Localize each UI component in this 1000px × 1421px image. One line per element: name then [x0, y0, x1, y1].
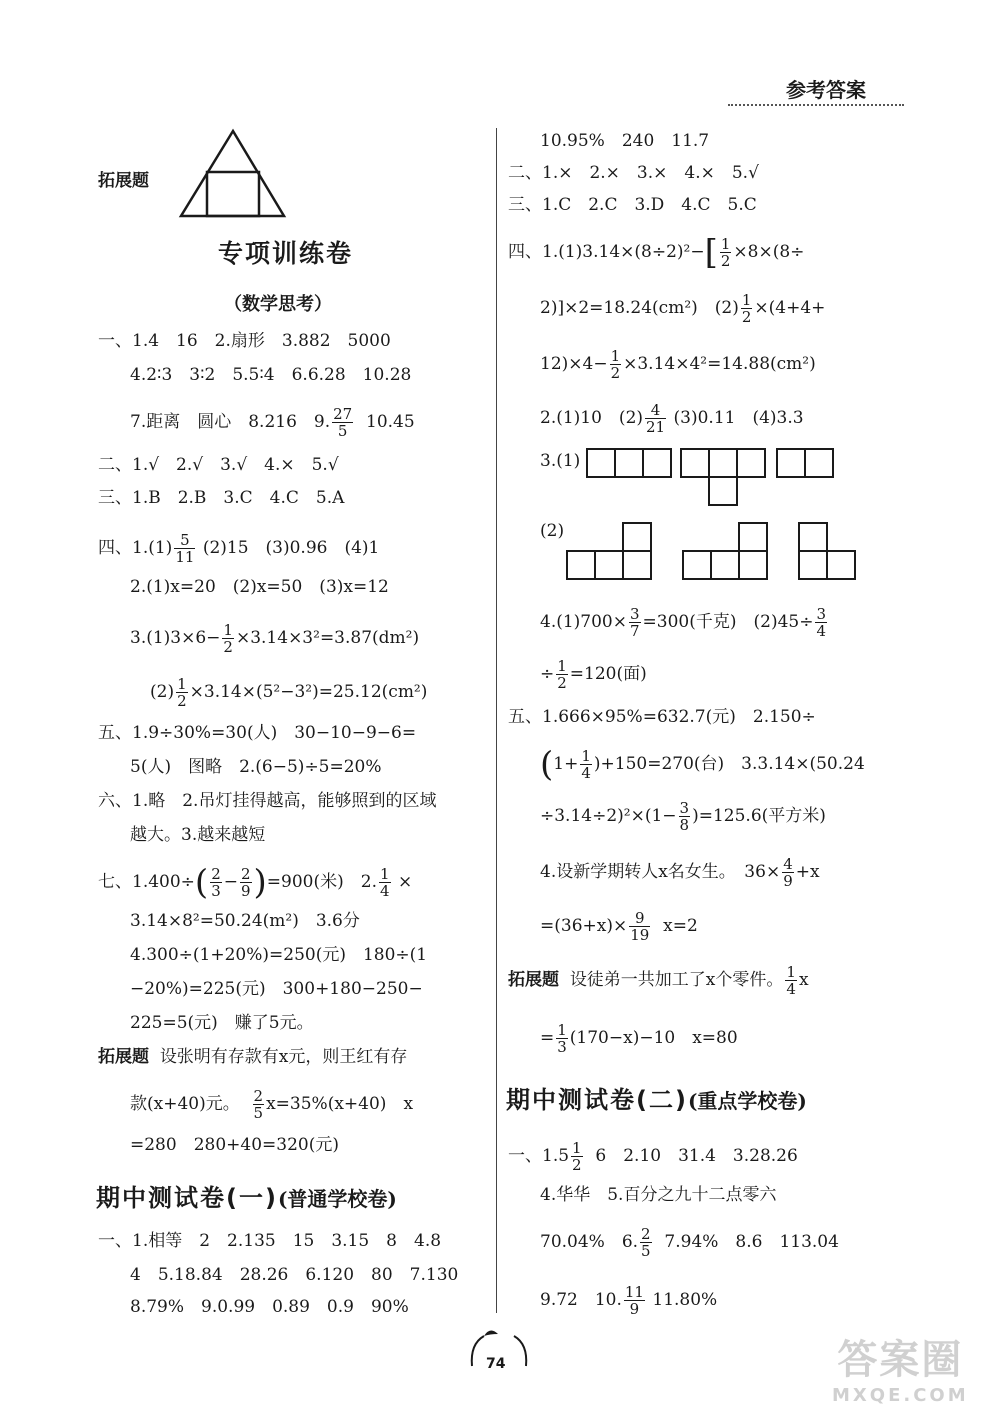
- answer-line: 拓展题 设张明有存款有x元，则王红有存: [98, 1047, 408, 1067]
- column-divider: [496, 128, 497, 1313]
- answer-line: 二、1.√ 2.√ 3.√ 4.× 5.√: [98, 455, 339, 475]
- header-divider: [728, 104, 904, 106]
- answer-line: 二、1.× 2.× 3.× 4.× 5.√: [508, 163, 759, 183]
- extension-label: 拓展题: [98, 171, 149, 191]
- watermark-text: 答案圈: [837, 1337, 964, 1383]
- answer-line: = $\frac{1}{3}$ (170−x)−10 x=80: [540, 1021, 738, 1056]
- answer-line: 3.(1)3×6− $\frac{1}{2}$ ×3.14×3²=3.87(dm²): [130, 621, 420, 656]
- answer-line: 12)×4− $\frac{1}{2}$ ×3.14×4²=14.88(cm²): [540, 347, 816, 382]
- answer-line: 4.设新学期转人x名女生。 36× $\frac{4}{9}$ +x: [540, 855, 820, 890]
- answer-line: −20%)=225(元) 300+180−250−: [130, 979, 423, 999]
- answer-line: 2)]×2=18.24(cm²) (2) $\frac{1}{2}$ ×(4+4+: [540, 291, 826, 326]
- answer-line: 七、1.400÷( $\frac{2}{3}$ − $\frac{2}{9}$ )=900(米) 2. $\frac{1}{4}$ ×: [98, 862, 413, 903]
- answer-line: 70.04% 6. $\frac{2}{5}$ 7.94% 8.6 113.04: [540, 1225, 839, 1260]
- answer-line: 款(x+40)元。 $\frac{2}{5}$ x=35%(x+40) x: [130, 1087, 414, 1122]
- answer-line: 10.95% 240 11.7: [540, 131, 710, 151]
- answer-line: 4 5.18.84 28.26 6.120 80 7.130: [130, 1265, 459, 1285]
- answer-line: 9.72 10. $\frac{11}{9}$ 11.80%: [540, 1283, 718, 1318]
- triangle-figure: [178, 128, 288, 220]
- answer-line: 六、1.略 2.吊灯挂得越高，能够照到的区域: [98, 791, 437, 811]
- answer-line: (1+ $\frac{1}{4}$ )+150=270(台) 3.3.14×(50.24: [540, 744, 865, 785]
- answer-line: ÷3.14÷2)²×(1− $\frac{3}{8}$ )=125.6(平方米): [540, 799, 826, 834]
- answer-line: 一、1.4 16 2.扇形 3.882 5000: [98, 331, 391, 351]
- watermark-url: MXQE.COM: [832, 1385, 969, 1406]
- answer-line: 4.华华 5.百分之九十二点零六: [540, 1185, 777, 1205]
- answer-line: (2) $\frac{1}{2}$ ×3.14×(5²−3²)=25.12(cm²): [150, 675, 428, 710]
- answer-line: 2.(1)10 (2) $\frac{4}{21}$ (3)0.11 (4)3.3: [540, 401, 804, 436]
- section-title-special: 专项训练卷: [218, 239, 354, 268]
- answer-line: 4.2∶3 3∶2 5.5∶4 6.6.28 10.28: [130, 365, 412, 385]
- answer-line: 8.79% 9.0.99 0.89 0.9 90%: [130, 1297, 409, 1317]
- answer-line: 三、1.B 2.B 3.C 4.C 5.A: [98, 488, 345, 508]
- answer-line: 越大。3.越来越短: [130, 825, 266, 845]
- answer-line: =(36+x)× $\frac{9}{19}$ x=2: [540, 909, 698, 944]
- answer-line: 五、1.666×95%=632.7(元) 2.150÷: [508, 707, 816, 727]
- section-title-midterm-1: 期中测试卷(一)(普通学校卷): [96, 1184, 397, 1212]
- answer-line: 四、1.(1) $\frac{5}{11}$ (2)15 (3)0.96 (4)1: [98, 531, 380, 566]
- answer-line: 7.距离 圆心 8.216 9. $\frac{27}{5}$ 10.45: [130, 405, 415, 440]
- answer-line: 4.300÷(1+20%)=250(元) 180÷(1: [130, 945, 428, 965]
- answer-line: 3.14×8²=50.24(m²) 3.6分: [130, 911, 360, 931]
- section-subtitle-special: （数学思考）: [224, 294, 332, 315]
- answer-line: 三、1.C 2.C 3.D 4.C 5.C: [508, 195, 757, 215]
- answer-line: =280 280+40=320(元): [130, 1135, 339, 1155]
- answer-line: 一、1.5 $\frac{1}{2}$ 6 2.10 31.4 3.28.26: [508, 1139, 798, 1174]
- answer-line: 225=5(元) 赚了5元。: [130, 1013, 314, 1033]
- answer-line: 2.(1)x=20 (2)x=50 (3)x=12: [130, 577, 389, 597]
- answer-line: 一、1.相等 2 2.135 15 3.15 8 4.8: [98, 1231, 442, 1251]
- answer-line: 五、1.9÷30%=30(人) 30−10−9−6=: [98, 723, 417, 743]
- answer-line: 四、1.(1)3.14×(8÷2)²−[ $\frac{1}{2}$ ×8×(8÷: [508, 232, 805, 273]
- answer-line: 3.(1): [540, 451, 581, 471]
- watermark-logo: [832, 1328, 969, 1406]
- header-title: 参考答案: [786, 78, 866, 102]
- answer-line: 5(人) 图略 2.(6−5)÷5=20%: [130, 757, 382, 777]
- answer-line: 4.(1)700× $\frac{3}{7}$ =300(千克) (2)45÷ $\frac{3}{4}$: [540, 605, 827, 640]
- section-title-midterm-2: 期中测试卷(二)(重点学校卷): [506, 1086, 807, 1114]
- answer-line: 拓展题 设徒弟一共加工了x个零件。 $\frac{1}{4}$ x: [508, 963, 809, 998]
- answer-line: ÷ $\frac{1}{2}$ =120(面): [540, 657, 647, 692]
- page-number: 74: [486, 1356, 506, 1372]
- answer-line: (2): [540, 521, 565, 541]
